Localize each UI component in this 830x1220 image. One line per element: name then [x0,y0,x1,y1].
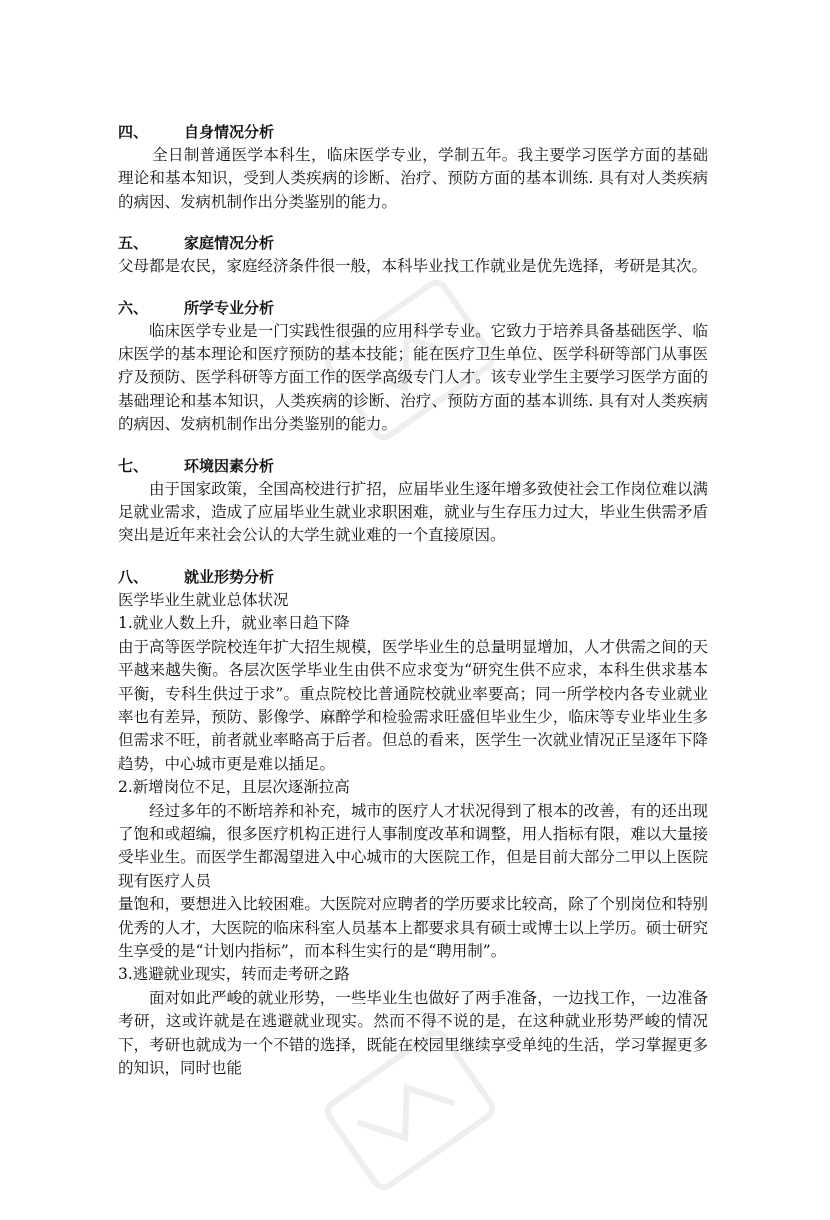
item-title: 2.新增岗位不足，且层次逐渐拉高 [118,778,350,797]
paragraph: 由于高等医学院校连年扩大招生规模，医学毕业生的总量明显增加，人才供需之间的天平越来越失衡。各层次医学毕业生由供不应求变为“研究生供不应求，本科生供求基本平衡，专科生供过于求”。重点院校比普通院校就业率要高；同一所学校内各专业就业率也有差异，预防、影像学、麻醉学和检验需求旺盛但毕业生少，临床等专业毕业生多但需求不旺，前者就业率略高于后者。但总的看来，医学生一次就业情况正呈逐年下降趋势，中心城市更是难以插足。 [118,637,708,773]
section-self-analysis [118,120,708,214]
subtitle: 医学毕业生就业总体状况 [118,590,289,609]
section-title: 就业形势分析 [184,567,275,586]
section-heading [118,565,708,589]
section-family-analysis [118,231,708,278]
paragraph: 面对如此严峻的就业形势，一些毕业生也做好了两手准备，一边找工作，一边准备考研，这或许就是在逃避就业现实。然而不得不说的是，在这种就业形势严峻的情况下，考研也就成为一个不错的选择，既能在校园里继续享受单纯的生活，学习掌握更多的知识，同时也能 [118,988,708,1077]
section-heading [118,454,708,478]
section-number: 七、 [118,456,149,475]
section-title: 环境因素分析 [184,456,275,475]
paragraph: 经过多年的不断培养和补充，城市的医疗人才状况得到了根本的改善，有的还出现了饱和或超编，很多医疗机构正进行人事制度改革和调整，用人指标有限，难以大量接受毕业生。而医学生都渴望进入中心城市的大医院工作，但是目前大部分二甲以上医院现有医疗人员 [118,801,708,890]
section-environment-analysis [118,454,708,548]
section-heading [118,120,708,144]
item-title: 3.逃避就业现实，转而走考研之路 [118,965,350,984]
section-number: 六、 [118,298,149,317]
paragraph: 父母都是农民，家庭经济条件很一般，本科毕业找工作就业是优先选择，考研是其次。 [118,257,708,276]
section-heading [118,231,708,255]
item-title: 1.就业人数上升，就业率日趋下降 [118,614,350,633]
section-number: 四、 [118,123,149,141]
paragraph: 临床医学专业是一门实践性很强的应用科学专业。它致力于培养具备基础医学、临床医学的基本理论和医疗预防的基本技能；能在医疗卫生单位、医学科研等部门从事医疗及预防、医学科研等方面工作的医学高级专门人才。该专业学生主要学习医学方面的基础理论和基本知识，人类疾病的诊断、治疗、预防方面的基本训练. 具有对人类疾病的病因、发病机制作出分类鉴别的能力。 [118,321,708,434]
section-heading [118,296,708,320]
paragraph: 由于国家政策，全国高校进行扩招，应届毕业生逐年增多致使社会工作岗位难以满足就业需求，造成了应届毕业生就业求职困难，就业与生存压力过大，毕业生供需矛盾突出是近年来社会公认的大学生就业难的一个直接原因。 [118,479,708,545]
section-title: 所学专业分析 [184,298,275,317]
section-title: 自身情况分析 [184,123,275,141]
section-title: 家庭情况分析 [184,234,275,253]
paragraph: 全日制普通医学本科生，临床医学专业，学制五年。我主要学习医学方面的基础理论和基本知识，受到人类疾病的诊断、治疗、预防方面的基本训练. 具有对人类疾病的病因、发病机制作出分类鉴别的能力。 [118,146,708,211]
section-number: 五、 [118,234,149,253]
section-employment-analysis [118,565,708,1081]
paragraph: 量饱和，要想进入比较困难。大医院对应聘者的学历要求比较高，除了个别岗位和特别优秀的人才，大医院的临床科室人员基本上都要求具有硕士或博士以上学历。硕士研究生享受的是“计划内指标”，而本科生实行的是“聘用制”。 [118,895,708,960]
document-page [118,120,708,1097]
section-number: 八、 [118,567,149,586]
section-major-analysis [118,296,708,437]
